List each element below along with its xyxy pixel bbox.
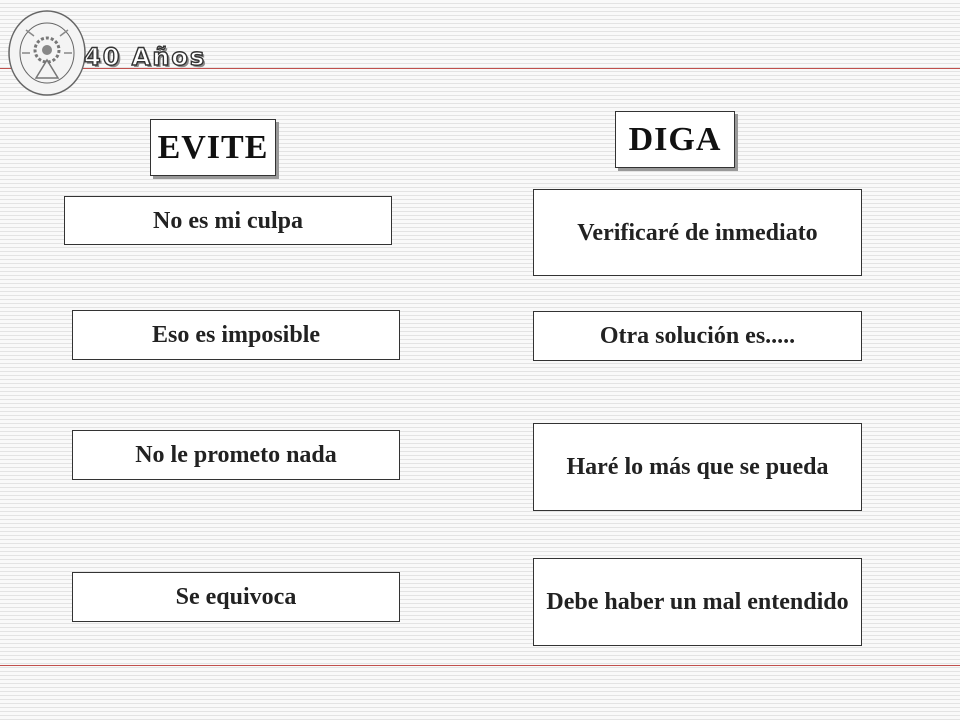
avoid-phrase-card: Eso es imposible (72, 310, 400, 360)
say-phrase-card: Otra solución es..... (533, 311, 862, 361)
avoid-phrase-card: No es mi culpa (64, 196, 392, 245)
say-phrase-card: Haré lo más que se pueda (533, 423, 862, 511)
university-seal-logo (6, 8, 88, 98)
anniversary-badge: 40 Años (84, 43, 207, 71)
say-phrase-card: Debe haber un mal entendido (533, 558, 862, 646)
say-phrase-card: Verificaré de inmediato (533, 189, 862, 276)
avoid-heading: EVITE (150, 119, 276, 176)
avoid-phrase-card: Se equivoca (72, 572, 400, 622)
bottom-rule (0, 665, 960, 666)
avoid-phrase-card: No le prometo nada (72, 430, 400, 480)
say-heading: DIGA (615, 111, 735, 168)
